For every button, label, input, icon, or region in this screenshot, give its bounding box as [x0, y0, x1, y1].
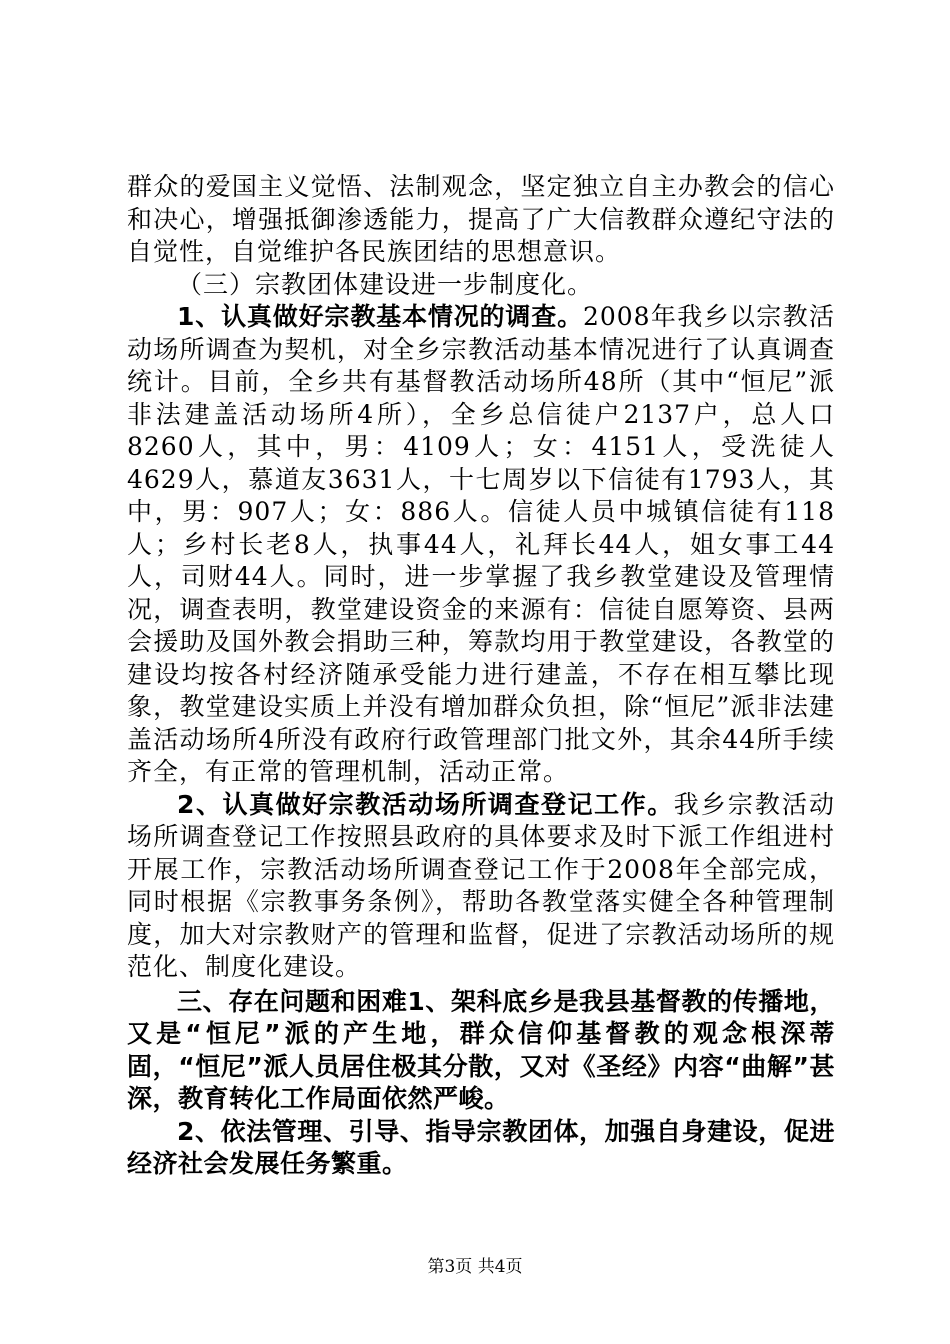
paragraph-problems: 三、存在问题和困难1、架科底乡是我县基督教的传播地，又是“恒尼”派的产生地，群众信仰基督教的观念根深蒂固，“恒尼”派人员居住极其分散，又对《圣经》内容“曲解”甚深，教育转化工作局面依然严峻。: [127, 986, 835, 1113]
paragraph-survey: [127, 301, 835, 789]
page-footer: 第3页 共4页: [427, 1257, 523, 1277]
paragraph-registration-body: 我乡宗教活动场所调查登记工作按照县政府的具体要求及时下派工作组进村开展工作，宗教活动场所调查登记工作于2008年全部完成，同时根据《宗教事务条例》，帮助各教堂落实健全各种管理制度，加大对宗教财产的管理和监督，促进了宗教活动场所的规范化、制度化建设。: [127, 789, 835, 981]
paragraph-survey-lead: 1、认真做好宗教基本情况的调查。: [177, 302, 583, 331]
paragraph-survey-body: 2008年我乡以宗教活动场所调查为契机，对全乡宗教活动基本情况进行了认真调查统计。目前，全乡共有基督教活动场所48所（其中“恒尼”派非法建盖活动场所4所），全乡总信徒户2137户，总人口8260人，其中，男：4109人；女：4151人，受洗徒人4629人，慕道友3631人，十七周岁以下信徒有1793人，其中，男：907人；女：886人。信徒人员中城镇信徒有118人；乡村长老8人，执事44人，礼拜长44人，姐女事工44人，司财44人。同时，进一步掌握了我乡教堂建设及管理情况，调查表明，教堂建设资金的来源有：信徒自愿筹资、县两会援助及国外教会捐助三种，筹款均用于教堂建设，各教堂的建设均按各村经济随承受能力进行建盖，不存在相互攀比现象，教堂建设实质上并没有增加群众负担，除“恒尼”派非法建盖活动场所4所没有政府行政管理部门批文外，其余44所手续齐全，有正常的管理机制，活动正常。: [127, 302, 836, 786]
section-heading-religious-groups: （三）宗教团体建设进一步制度化。: [177, 269, 594, 299]
paragraph-patriotism: 群众的爱国主义觉悟、法制观念，坚定独立自主办教会的信心和决心，增强抵御渗透能力，提高了广大信教群众遵纪守法的自觉性，自觉维护各民族团结的思想意识。: [127, 172, 835, 266]
paragraph-registration: [127, 789, 835, 984]
document-body: [127, 171, 835, 1181]
paragraph-management-task: 2、依法管理、引导、指导宗教团体，加强自身建设，促进经济社会发展任务繁重。: [127, 1116, 835, 1178]
paragraph-registration-lead: 2、认真做好宗教活动场所调查登记工作。: [177, 789, 674, 819]
